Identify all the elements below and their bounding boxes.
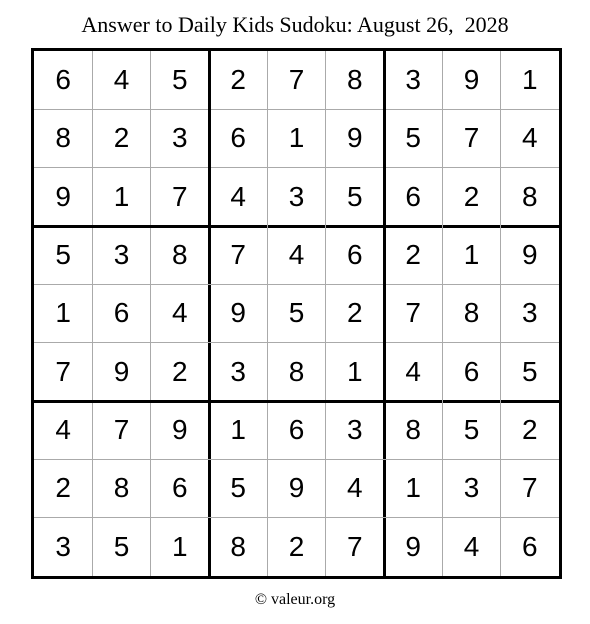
- sudoku-cell: 4: [405, 355, 421, 387]
- sudoku-cell: 1: [463, 239, 480, 271]
- sudoku-cell: 2: [230, 64, 246, 96]
- sudoku-cell: 5: [463, 414, 480, 446]
- sudoku-cell: 3: [522, 297, 538, 329]
- sudoku-cell: 6: [55, 64, 71, 96]
- sudoku-cell: 4: [172, 297, 188, 329]
- sudoku-cell: 2: [522, 414, 538, 446]
- sudoku-cell: 3: [405, 64, 421, 96]
- sudoku-cell: 9: [113, 355, 130, 387]
- sudoku-cell: 1: [347, 355, 363, 387]
- sudoku-cell: 1: [55, 297, 71, 329]
- sudoku-cell: 8: [230, 530, 246, 562]
- sudoku-cell: 6: [405, 180, 421, 212]
- sudoku-cell: 9: [288, 472, 305, 504]
- sudoku-cell: 4: [55, 414, 71, 446]
- sudoku-cell: 5: [405, 122, 421, 154]
- sudoku-cell: 5: [522, 355, 538, 387]
- sudoku-cell: 3: [347, 414, 363, 446]
- sudoku-cell: 7: [463, 122, 480, 154]
- sudoku-cell: 8: [288, 355, 305, 387]
- sudoku-cell: 6: [288, 414, 305, 446]
- sudoku-cell: 1: [113, 180, 130, 212]
- sudoku-cell: 9: [55, 180, 71, 212]
- sudoku-cell: 7: [288, 64, 305, 96]
- sudoku-cell: 7: [230, 239, 246, 271]
- sudoku-cell: 2: [55, 472, 71, 504]
- sudoku-cell: 2: [172, 355, 188, 387]
- sudoku-cell: 1: [172, 530, 188, 562]
- sudoku-cell: 7: [522, 472, 538, 504]
- sudoku-cell: 8: [405, 414, 421, 446]
- sudoku-cell: 6: [230, 122, 246, 154]
- sudoku-cell: 2: [463, 180, 480, 212]
- sudoku-cell: 7: [347, 530, 363, 562]
- sudoku-cell: 3: [55, 530, 71, 562]
- sudoku-board: [31, 48, 562, 579]
- sudoku-cell: 9: [230, 297, 246, 329]
- sudoku-cell: 3: [172, 122, 188, 154]
- sudoku-cell: 8: [113, 472, 130, 504]
- sudoku-cell: 1: [522, 64, 538, 96]
- sudoku-cell: 7: [172, 180, 188, 212]
- sudoku-cell: 1: [288, 122, 305, 154]
- copyright-footer: © valeur.org: [254, 591, 336, 608]
- sudoku-cell: 5: [55, 239, 71, 271]
- sudoku-cell: 9: [463, 64, 480, 96]
- sudoku-cell: 7: [55, 355, 71, 387]
- sudoku-cell: 6: [347, 239, 363, 271]
- sudoku-cell: 3: [230, 355, 246, 387]
- sudoku-cell: 3: [463, 472, 480, 504]
- sudoku-cell: 6: [172, 472, 188, 504]
- sudoku-cell: 8: [522, 180, 538, 212]
- sudoku-cell: 5: [347, 180, 363, 212]
- sudoku-cell: 6: [522, 530, 538, 562]
- sudoku-cell: 4: [463, 530, 480, 562]
- sudoku-cell: 8: [55, 122, 71, 154]
- sudoku-cell: 8: [463, 297, 480, 329]
- sudoku-cell: 3: [113, 239, 130, 271]
- sudoku-cell: 1: [405, 472, 421, 504]
- sudoku-cell: 6: [113, 297, 130, 329]
- sudoku-cell: 9: [405, 530, 421, 562]
- sudoku-cell: 7: [113, 414, 130, 446]
- page-title: Answer to Daily Kids Sudoku: August 26, 2028: [81, 12, 509, 37]
- sudoku-cell: 7: [405, 297, 421, 329]
- sudoku-cell: 2: [405, 239, 421, 271]
- sudoku-cell: 4: [288, 239, 305, 271]
- sudoku-cell: 5: [288, 297, 305, 329]
- sudoku-cell: 8: [172, 239, 188, 271]
- sudoku-cell: 4: [522, 122, 538, 154]
- sudoku-cell: 1: [230, 414, 246, 446]
- sudoku-cell: 4: [347, 472, 363, 504]
- sudoku-cell: 4: [230, 180, 246, 212]
- sudoku-cell: 4: [113, 64, 130, 96]
- sudoku-cell: 5: [172, 64, 188, 96]
- sudoku-cell: 9: [172, 414, 188, 446]
- sudoku-cell: 8: [347, 64, 363, 96]
- sudoku-cell: 6: [463, 355, 480, 387]
- sudoku-cell: 9: [347, 122, 363, 154]
- sudoku-cell: 9: [522, 239, 538, 271]
- sudoku-cell: 2: [288, 530, 305, 562]
- sudoku-cell: 3: [288, 180, 305, 212]
- sudoku-cell: 2: [347, 297, 363, 329]
- sudoku-cell: 5: [113, 530, 130, 562]
- sudoku-cell: 5: [230, 472, 246, 504]
- sudoku-cell: 2: [113, 122, 130, 154]
